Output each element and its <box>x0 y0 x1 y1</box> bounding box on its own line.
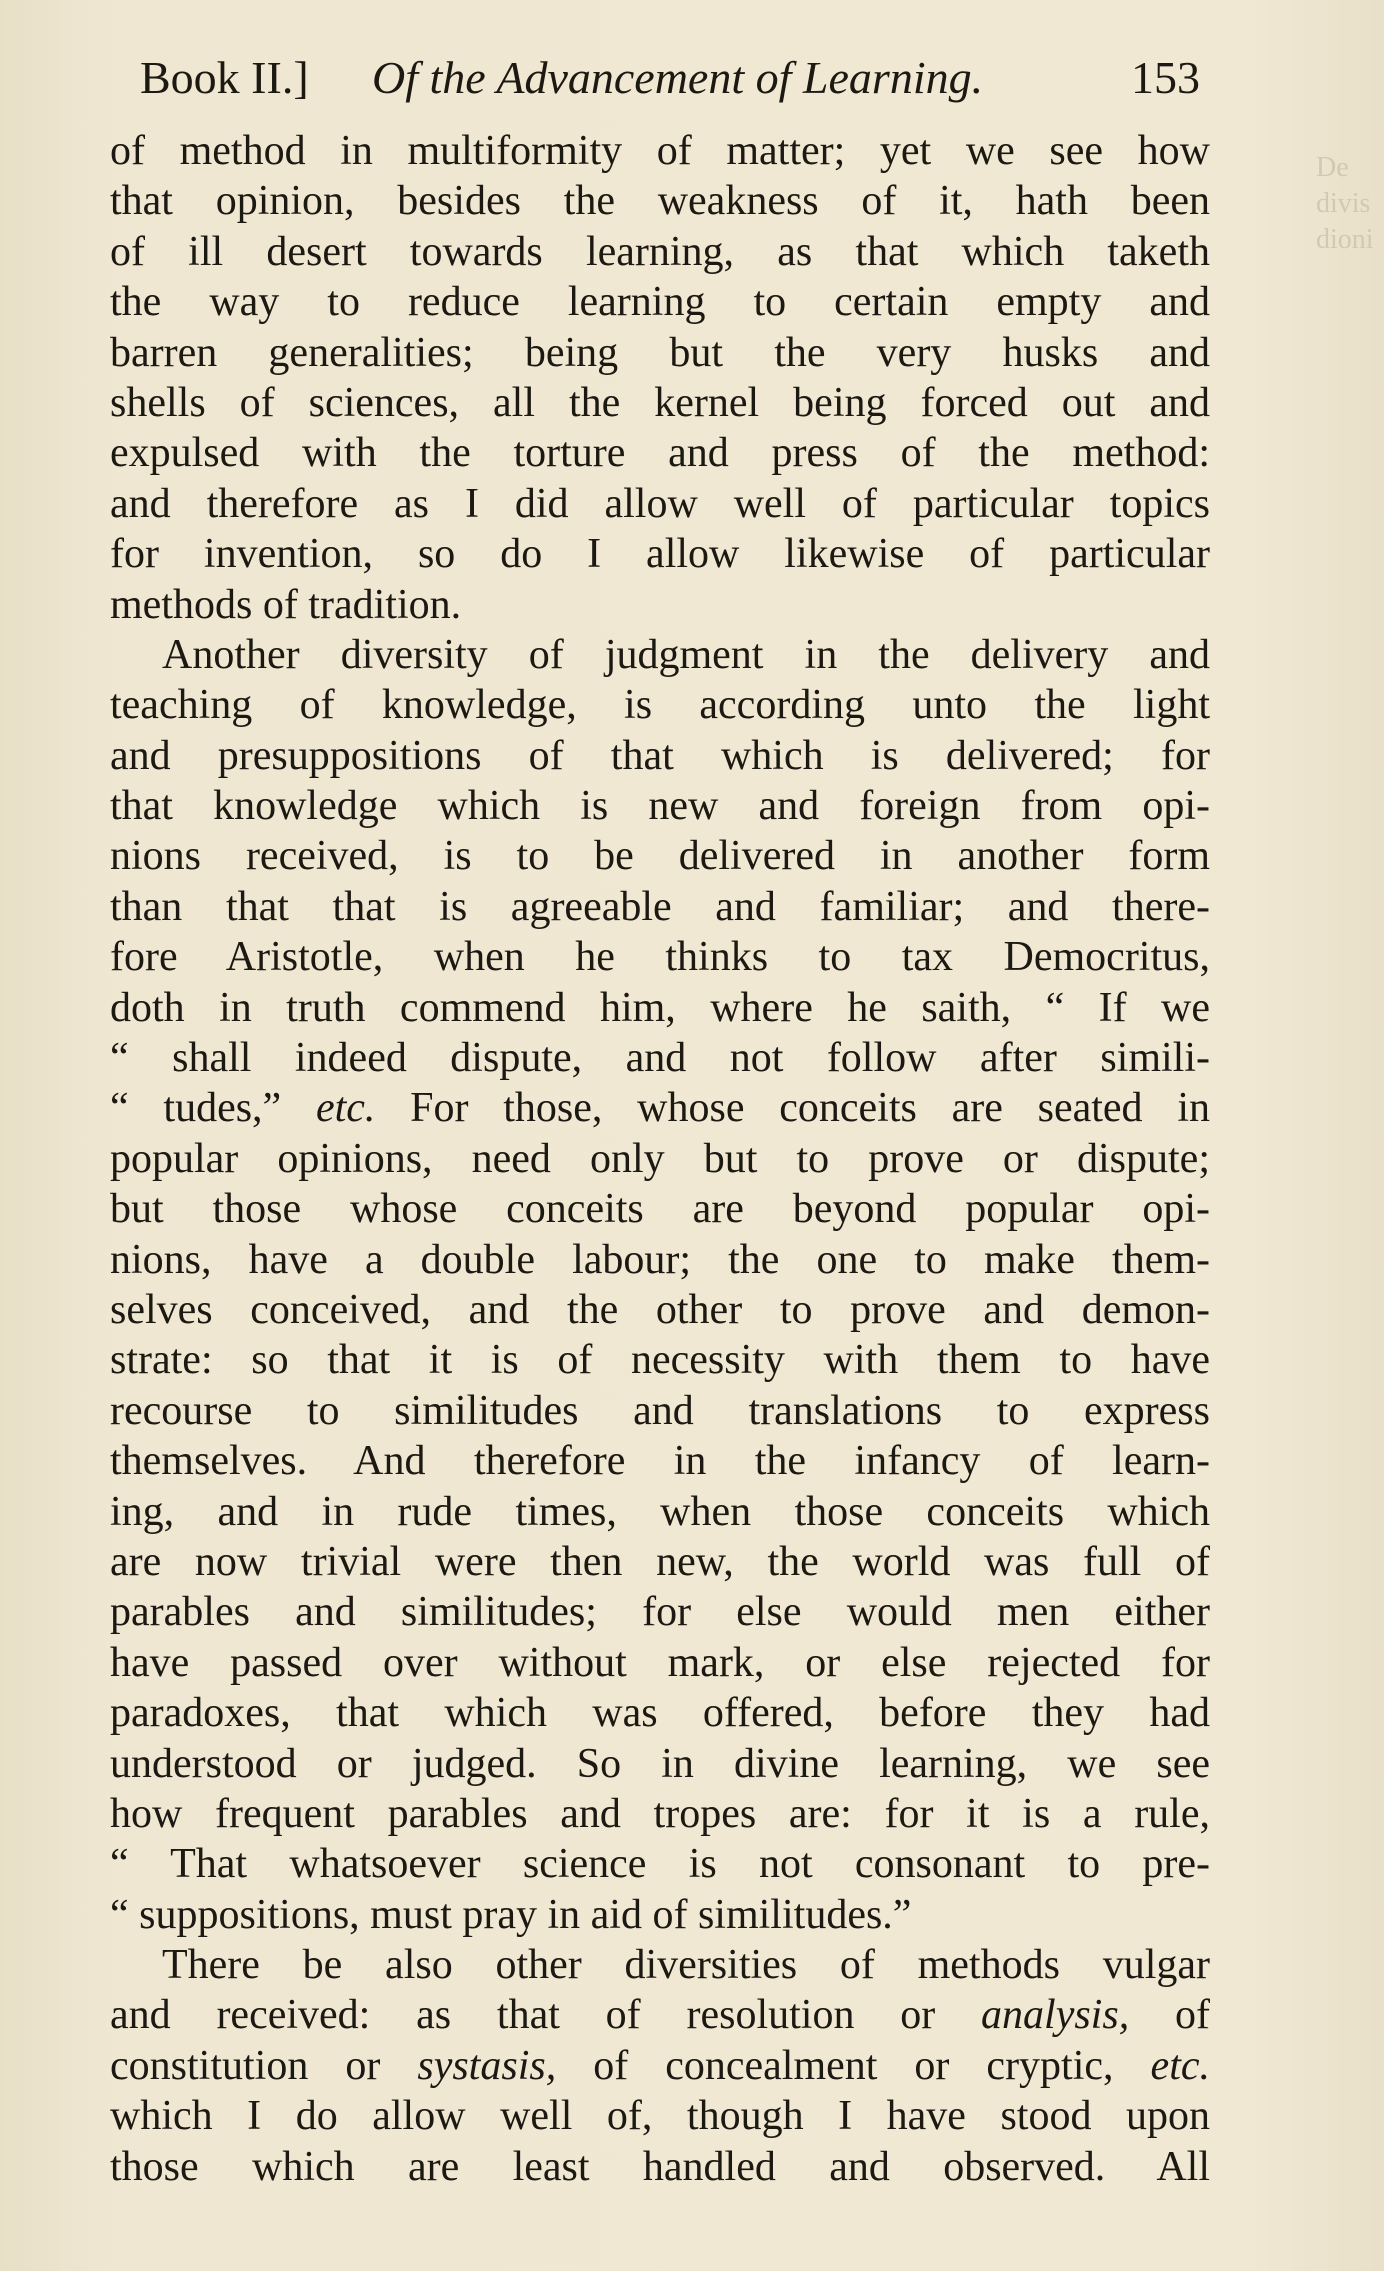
text-line: and therefore as I did allow well of particular topics <box>110 480 1210 527</box>
text-line: paradoxes, that which was offered, before they had <box>110 1690 1210 1737</box>
text-line: how frequent parables and tropes are: for it is a rule, <box>110 1790 1210 1837</box>
bleed-through-text <box>1316 150 1374 258</box>
line-middle: of concealment or cryptic, <box>556 2042 1151 2089</box>
text-line: teaching of knowledge, is according unto the light <box>110 682 1210 729</box>
body-text <box>110 126 1210 2192</box>
bleed-fragment: De <box>1316 152 1349 183</box>
line-start: “ tudes,” <box>110 1085 316 1132</box>
text-line: popular opinions, need only but to prove or dispute; <box>110 1135 1210 1182</box>
text-line: recourse to similitudes and translations to express <box>110 1387 1210 1434</box>
book-label: Book II.] <box>140 52 309 103</box>
text-line: understood or judged. So in divine learning, we see <box>110 1740 1210 1787</box>
text-line <box>110 1083 1210 1133</box>
text-line: “ shall indeed dispute, and not follow after simili- <box>110 1035 1210 1082</box>
text-line: those which are least handled and observed. All <box>110 2143 1210 2190</box>
text-line: and presuppositions of that which is delivered; for <box>110 732 1210 779</box>
etc-italic: etc. <box>1150 2042 1210 2089</box>
text-line: “ suppositions, must pray in aid of similitudes.” <box>110 1891 912 1938</box>
analysis-italic: analysis, <box>981 1992 1130 2039</box>
text-line: for invention, so do I allow likewise of particular <box>110 531 1210 578</box>
text-line: expulsed with the torture and press of the method: <box>110 430 1210 477</box>
text-line: which I do allow well of, though I have stood upon <box>110 2093 1210 2140</box>
text-line: “ That whatsoever science is not consonant to pre- <box>110 1841 1210 1888</box>
text-line: strate: so that it is of necessity with them to have <box>110 1337 1210 1384</box>
bleed-fragment: divis <box>1316 188 1371 219</box>
text-line: nions, have a double labour; the one to make them- <box>110 1236 1210 1283</box>
text-line: methods of tradition. <box>110 581 462 628</box>
text-line: but those whose conceits are beyond popular opi- <box>110 1186 1210 1233</box>
running-header <box>140 48 1200 108</box>
text-line: themselves. And therefore in the infancy of learn- <box>110 1438 1210 1485</box>
line-end: of <box>1129 1992 1210 2039</box>
line-start: constitution or <box>110 2042 418 2089</box>
text-line: barren generalities; being but the very husks and <box>110 329 1210 376</box>
text-line <box>110 1990 1210 2040</box>
line-start: and received: as that of resolution or <box>110 1992 982 2039</box>
text-line: that opinion, besides the weakness of it, hath been <box>110 178 1210 225</box>
text-line: that knowledge which is new and foreign from opi- <box>110 783 1210 830</box>
systasis-italic: systasis, <box>417 2042 557 2089</box>
text-line: than that that is agreeable and familiar; and there- <box>110 883 1210 930</box>
text-line: ing, and in rude times, when those conceits which <box>110 1488 1210 1535</box>
text-line: shells of sciences, all the kernel being forced out and <box>110 379 1210 426</box>
text-line: are now trivial were then new, the world was full of <box>110 1538 1210 1585</box>
line-end: For those, whose conceits are seated in <box>375 1085 1210 1132</box>
text-line: of method in multiformity of matter; yet we see how <box>110 128 1210 174</box>
bleed-fragment: dioni <box>1316 224 1374 255</box>
text-line: selves conceived, and the other to prove and demon- <box>110 1286 1210 1333</box>
page-number: 153 <box>1131 52 1200 103</box>
etc-italic: etc. <box>315 1085 376 1132</box>
text-line: parables and similitudes; for else would men either <box>110 1589 1210 1636</box>
text-line: fore Aristotle, when he thinks to tax Democritus, <box>110 934 1210 981</box>
text-line: the way to reduce learning to certain empty and <box>110 279 1210 326</box>
text-line: nions received, is to be delivered in another form <box>110 833 1210 880</box>
text-line: doth in truth commend him, where he saith, “ If we <box>110 984 1210 1031</box>
text-line: of ill desert towards learning, as that which taketh <box>110 228 1210 275</box>
paragraph-start-line: There be also other diversities of methods vulgar <box>162 1942 1210 1989</box>
text-line: have passed over without mark, or else rejected for <box>110 1639 1210 1686</box>
paragraph-start-line: Another diversity of judgment in the delivery and <box>162 631 1210 678</box>
running-title: Of the Advancement of Learning. <box>372 52 984 103</box>
text-line <box>110 2041 1210 2091</box>
